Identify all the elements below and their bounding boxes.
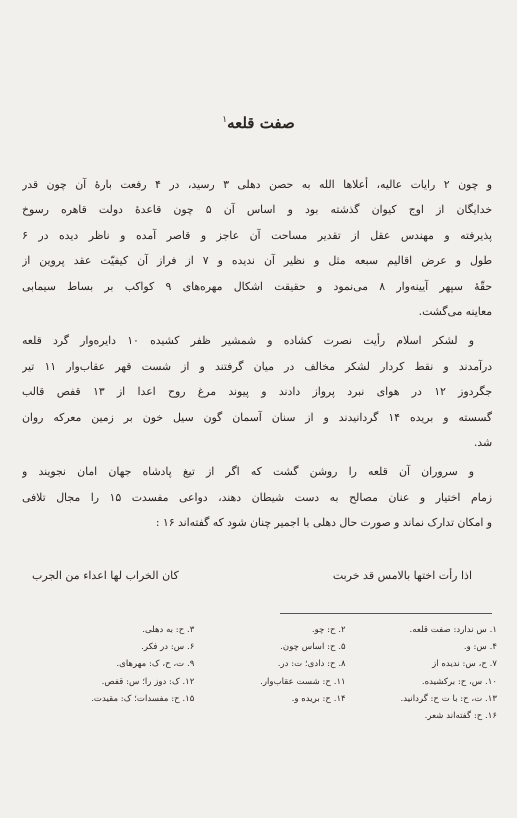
text-line: گسسته و بریده ۱۴ گردانیدند و از سنان آسمان گون سیل خون بر زمین معرکه روان [22, 410, 492, 424]
footnote: ۱۶. ح: گفته‌اند شعر. [424, 711, 497, 722]
footnote: ۹. ت، ح، ک: مهرهای. [116, 659, 195, 670]
footnote: ۱. س ندارد: صفت قلعه. [409, 625, 497, 635]
footnote: ۱۴. ح: بریده و. [291, 693, 346, 704]
text-line: خدایگان از اوج کیوان گذشته بود و اساس آن ۵ چون قاعدهٔ دولت قاهره رسوخ [22, 203, 492, 217]
text-line: پذیرفته و مهندس عقل از تقدیر مساحت آن عاجز و قاصر آمده و ناظر دیده در ۶ [22, 228, 492, 242]
footnote: ۱۵. ح: مفسدات؛ ک: مقیدت. [91, 693, 195, 704]
section-title-text: صفت قلعه [227, 114, 295, 132]
footnote: ۶. س: در فکر. [141, 642, 195, 653]
footnote-divider [280, 613, 492, 614]
body-text [22, 172, 492, 536]
footnote: ۱۲. ک: دوز را؛ س: قفص. [101, 676, 195, 687]
text-line: و چون ۲ رایات عالیه، أعلاها الله به حصن دهلی ۳ رسید، در ۴ رفعت بارهٔ آن چون قدر [22, 178, 492, 191]
footnote: ۱۰. س، ح: برکشیده. [421, 676, 497, 687]
arabic-verse [32, 569, 472, 582]
text-line: و امکان تدارک نماند و صورت حال دهلی با اجمیر چنان شود که گفته‌اند ۱۶ : [155, 516, 492, 530]
footnote: ۱۱. ح: شست عقاب‌وار. [260, 676, 346, 687]
text-line: حقّهٔ سپهر آیینه‌وار ۸ می‌نمود و حقیقت اشکال مهره‌های ۹ کواکب بر بساط سیمابی [22, 279, 492, 293]
paragraph-3 [22, 459, 492, 535]
verse-hemistich-2: کان الخراب لها اعداء من الجرب [32, 569, 179, 582]
footnote: ۱۳. ت، ح: با ت ح: گردانید. [400, 693, 497, 704]
paragraph-1 [22, 172, 492, 324]
section-title [0, 114, 517, 132]
text-line: و لشکر اسلام رأیت نصرت کشاده و شمشیر ظفر کشیده ۱۰ دایره‌وار گرد قلعه [22, 334, 474, 348]
footnote: ۲. ح: چو. [311, 625, 346, 635]
text-line: شد. [473, 436, 492, 450]
text-line: زمام اختیار و عنان مصالح به دست شیطان دهند، دواعی مفسدت ۱۵ را مجال تلافی [22, 490, 492, 504]
text-line: معاینه می‌گشت. [418, 305, 492, 319]
footnote: ۷. ح، س: ندیده از [432, 659, 497, 670]
paragraph-2 [22, 328, 492, 455]
footnote: ۳. ح: به دهلی. [142, 625, 195, 635]
title-footnote-mark: ۱ [222, 115, 228, 125]
footnote: ۵. ح: اساس چون. [280, 642, 346, 653]
footnote [208, 708, 345, 725]
text-line: و سروران آن قلعه را روشن گشت که اگر از تیغ پادشاه جهان امان نجویند و [22, 465, 474, 479]
verse-hemistich-1: اذا رأت اختها بالامس قد خربت [332, 569, 472, 582]
footnote: ۴. س: و. [463, 642, 497, 653]
footnotes [57, 622, 497, 725]
text-line: درآمدند و نقط کردار لشکر مخالف در میان گرفتند و از شست قهر عقاب‌وار ۱۱ تیر [22, 359, 492, 373]
footnote [57, 708, 194, 725]
text-line: طول و عرض اقالیم سبعه مثل و نظیر آن ندیده و ۷ از فراز آن کیفیّت عقد پروین از [22, 254, 492, 268]
footnote: ۸. ح: دادی؛ ت: در. [277, 659, 346, 670]
text-line: جگردوز ۱۲ در هوای نبرد پرواز دادند و پیوند مرغ روح اعدا از ۱۳ قفص قالب [22, 385, 492, 399]
